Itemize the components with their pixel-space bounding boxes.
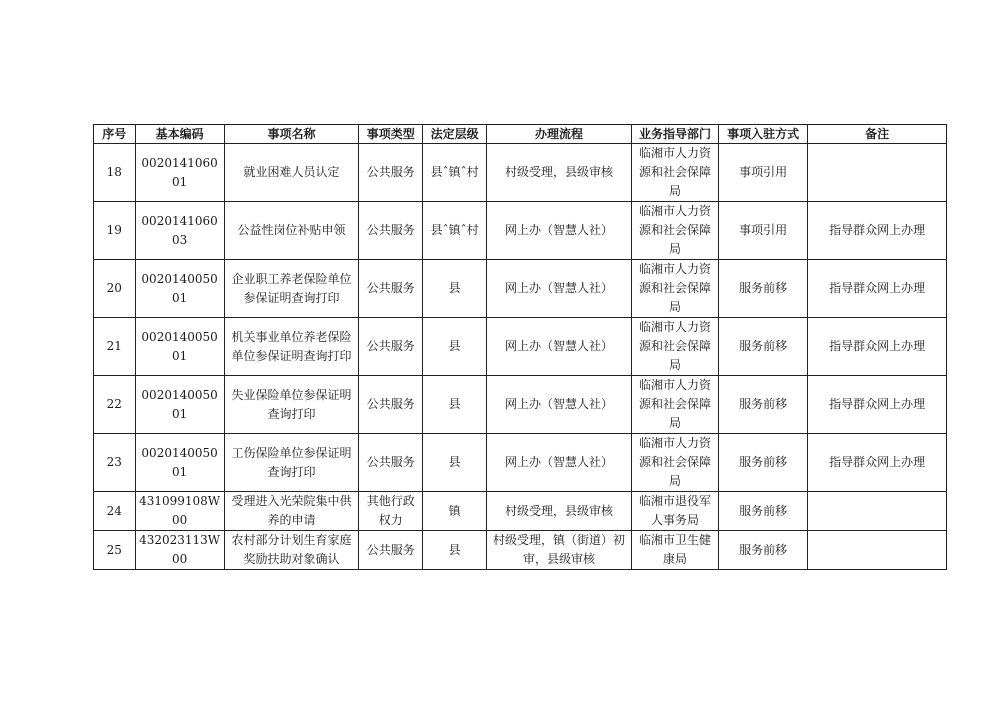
cell-entry-mode: 事项引用 <box>719 202 808 260</box>
cell-item-type: 公共服务 <box>359 531 423 570</box>
header-process: 办理流程 <box>487 125 632 144</box>
cell-entry-mode: 服务前移 <box>719 318 808 376</box>
cell-legal-level: 县 <box>423 531 487 570</box>
header-remarks: 备注 <box>808 125 947 144</box>
cell-serial-no: 23 <box>94 434 136 492</box>
items-table <box>93 124 947 570</box>
cell-item-name: 工伤保险单位参保证明查询打印 <box>224 434 359 492</box>
cell-remarks: 指导群众网上办理 <box>808 376 947 434</box>
cell-serial-no: 19 <box>94 202 136 260</box>
cell-basic-code: 432023113W00 <box>135 531 224 570</box>
cell-basic-code: 002014005001 <box>135 318 224 376</box>
cell-basic-code: 002014106003 <box>135 202 224 260</box>
cell-process: 村级受理，镇（街道）初审，县级审核 <box>487 531 632 570</box>
cell-legal-level: 县ˆ镇ˆ村 <box>423 144 487 202</box>
cell-item-name: 受理进入光荣院集中供养的申请 <box>224 492 359 531</box>
cell-guidance-dept: 临湘市卫生健康局 <box>631 531 718 570</box>
cell-item-type: 其他行政权力 <box>359 492 423 531</box>
cell-remarks <box>808 144 947 202</box>
cell-basic-code: 002014005001 <box>135 434 224 492</box>
cell-entry-mode: 服务前移 <box>719 531 808 570</box>
cell-process: 村级受理，县级审核 <box>487 492 632 531</box>
cell-entry-mode: 服务前移 <box>719 434 808 492</box>
cell-legal-level: 镇 <box>423 492 487 531</box>
cell-basic-code: 002014005001 <box>135 260 224 318</box>
table-row <box>94 376 947 434</box>
cell-process: 网上办（智慧人社） <box>487 434 632 492</box>
cell-legal-level: 县ˆ镇ˆ村 <box>423 202 487 260</box>
cell-remarks: 指导群众网上办理 <box>808 260 947 318</box>
cell-serial-no: 25 <box>94 531 136 570</box>
cell-serial-no: 20 <box>94 260 136 318</box>
cell-guidance-dept: 临湘市人力资源和社会保障局 <box>631 318 718 376</box>
cell-process: 网上办（智慧人社） <box>487 376 632 434</box>
cell-guidance-dept: 临湘市人力资源和社会保障局 <box>631 202 718 260</box>
cell-item-type: 公共服务 <box>359 260 423 318</box>
cell-basic-code: 002014106001 <box>135 144 224 202</box>
header-entry-mode: 事项入驻方式 <box>719 125 808 144</box>
cell-serial-no: 21 <box>94 318 136 376</box>
cell-item-type: 公共服务 <box>359 202 423 260</box>
cell-item-name: 就业困难人员认定 <box>224 144 359 202</box>
cell-item-name: 农村部分计划生育家庭奖励扶助对象确认 <box>224 531 359 570</box>
header-basic-code: 基本编码 <box>135 125 224 144</box>
header-serial-no: 序号 <box>94 125 136 144</box>
cell-serial-no: 22 <box>94 376 136 434</box>
table-row <box>94 260 947 318</box>
cell-serial-no: 18 <box>94 144 136 202</box>
table-row <box>94 144 947 202</box>
cell-entry-mode: 服务前移 <box>719 376 808 434</box>
cell-item-type: 公共服务 <box>359 318 423 376</box>
cell-item-type: 公共服务 <box>359 376 423 434</box>
header-item-type: 事项类型 <box>359 125 423 144</box>
table-row <box>94 492 947 531</box>
cell-guidance-dept: 临湘市人力资源和社会保障局 <box>631 144 718 202</box>
cell-legal-level: 县 <box>423 260 487 318</box>
cell-entry-mode: 服务前移 <box>719 492 808 531</box>
table-row <box>94 318 947 376</box>
cell-serial-no: 24 <box>94 492 136 531</box>
cell-legal-level: 县 <box>423 434 487 492</box>
table-row <box>94 202 947 260</box>
cell-guidance-dept: 临湘市人力资源和社会保障局 <box>631 376 718 434</box>
cell-basic-code: 431099108W00 <box>135 492 224 531</box>
cell-item-name: 机关事业单位养老保险单位参保证明查询打印 <box>224 318 359 376</box>
cell-remarks <box>808 531 947 570</box>
table-row <box>94 434 947 492</box>
cell-entry-mode: 事项引用 <box>719 144 808 202</box>
cell-basic-code: 002014005001 <box>135 376 224 434</box>
header-legal-level: 法定层级 <box>423 125 487 144</box>
cell-process: 村级受理，县级审核 <box>487 144 632 202</box>
cell-remarks: 指导群众网上办理 <box>808 434 947 492</box>
table-row <box>94 531 947 570</box>
cell-item-name: 企业职工养老保险单位参保证明查询打印 <box>224 260 359 318</box>
cell-legal-level: 县 <box>423 376 487 434</box>
cell-process: 网上办（智慧人社） <box>487 318 632 376</box>
cell-entry-mode: 服务前移 <box>719 260 808 318</box>
table-header-row <box>94 125 947 144</box>
cell-process: 网上办（智慧人社） <box>487 202 632 260</box>
cell-remarks <box>808 492 947 531</box>
cell-guidance-dept: 临湘市人力资源和社会保障局 <box>631 260 718 318</box>
cell-legal-level: 县 <box>423 318 487 376</box>
cell-remarks: 指导群众网上办理 <box>808 202 947 260</box>
cell-item-name: 公益性岗位补贴申领 <box>224 202 359 260</box>
cell-item-type: 公共服务 <box>359 434 423 492</box>
cell-item-name: 失业保险单位参保证明查询打印 <box>224 376 359 434</box>
cell-guidance-dept: 临湘市退役军人事务局 <box>631 492 718 531</box>
header-item-name: 事项名称 <box>224 125 359 144</box>
header-guidance-dept: 业务指导部门 <box>631 125 718 144</box>
cell-item-type: 公共服务 <box>359 144 423 202</box>
cell-remarks: 指导群众网上办理 <box>808 318 947 376</box>
cell-process: 网上办（智慧人社） <box>487 260 632 318</box>
cell-guidance-dept: 临湘市人力资源和社会保障局 <box>631 434 718 492</box>
